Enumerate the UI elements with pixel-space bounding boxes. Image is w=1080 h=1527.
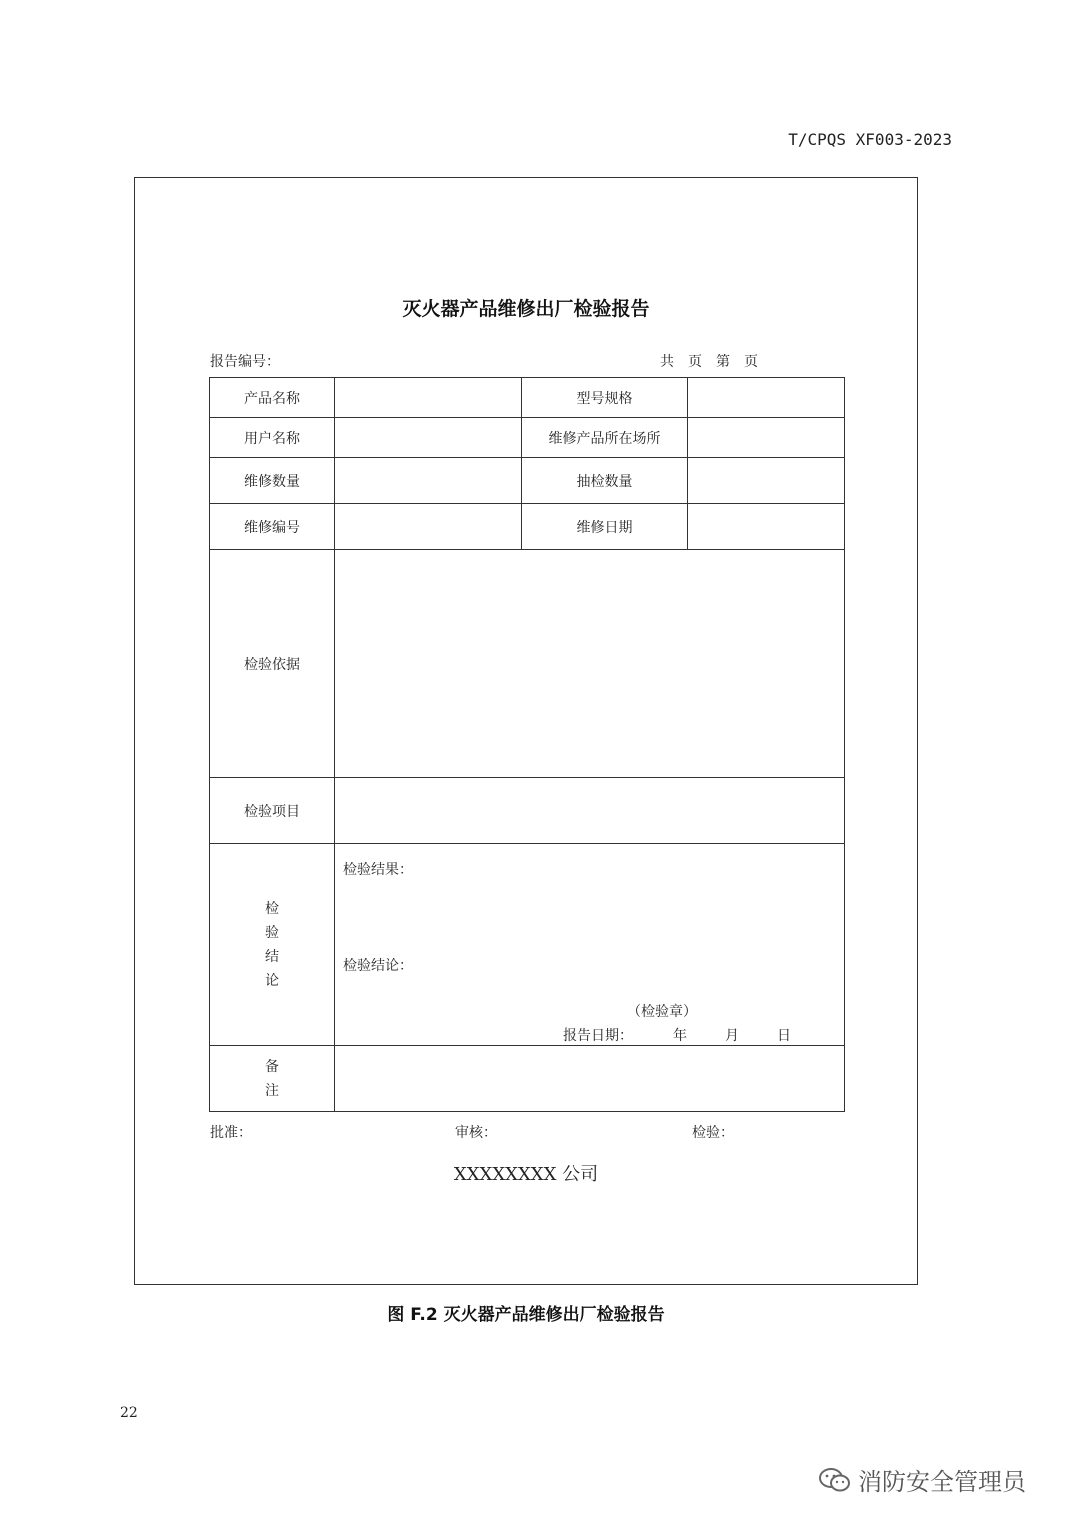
watermark [818,1462,1026,1497]
table-row [210,1046,845,1112]
review-label: 审核： [455,1125,497,1141]
basis-field[interactable] [335,550,845,778]
sample-qty-label: 抽检数量 [522,458,688,504]
page-count [660,351,772,371]
conclusion-text-label: 检验结论： [343,957,413,974]
watermark-text: 消防安全管理员 [858,1468,1026,1496]
repair-qty-label: 维修数量 [210,458,335,504]
repair-no-label: 维修编号 [210,504,335,550]
form-title: 灭火器产品维修出厂检验报告 [402,298,650,320]
repair-no-field[interactable] [335,504,522,550]
user-name-label: 用户名称 [210,418,335,458]
page-label-2: 页 [744,354,758,370]
sample-qty-field[interactable] [688,458,845,504]
inspection-seal-label: （检验章） [627,1003,697,1020]
repair-qty-field[interactable] [335,458,522,504]
table-row [210,778,845,844]
report-number-label: 报告编号： [210,354,280,370]
location-label: 维修产品所在场所 [522,418,688,458]
conclusion-field[interactable] [335,844,845,1046]
result-label: 检验结果： [343,861,413,878]
page-label: 页 [688,354,702,370]
approve-label: 批准： [210,1125,252,1141]
table-row [210,504,845,550]
product-name-field[interactable] [335,378,522,418]
repair-date-label: 维修日期 [522,504,688,550]
repair-date-field[interactable] [688,504,845,550]
model-spec-field[interactable] [688,378,845,418]
product-name-label: 产品名称 [210,378,335,418]
items-label: 检验项目 [210,778,335,844]
figure-caption: 图 F.2 灭火器产品维修出厂检验报告 [387,1305,665,1325]
table-row [210,844,845,1046]
location-field[interactable] [688,418,845,458]
document-code: T/CPQS XF003-2023 [788,130,952,149]
table-row [210,418,845,458]
table-row [210,378,845,418]
current-label: 第 [716,354,730,370]
report-table [209,377,845,1112]
table-row [210,458,845,504]
total-label: 共 [660,354,674,370]
user-name-field[interactable] [335,418,522,458]
page-number: 22 [120,1405,138,1421]
conclusion-label: 检 验 结 论 [210,844,335,1046]
remarks-field[interactable] [335,1046,845,1112]
table-row [210,550,845,778]
company-name: XXXXXXXX 公司 [453,1164,599,1185]
items-field[interactable] [335,778,845,844]
inspect-label: 检验： [692,1125,734,1141]
model-spec-label: 型号规格 [522,378,688,418]
report-date: 报告日期： 年 月 日 [563,1027,791,1044]
remarks-label: 备 注 [210,1046,335,1112]
wechat-icon [818,1466,852,1494]
basis-label: 检验依据 [210,550,335,778]
